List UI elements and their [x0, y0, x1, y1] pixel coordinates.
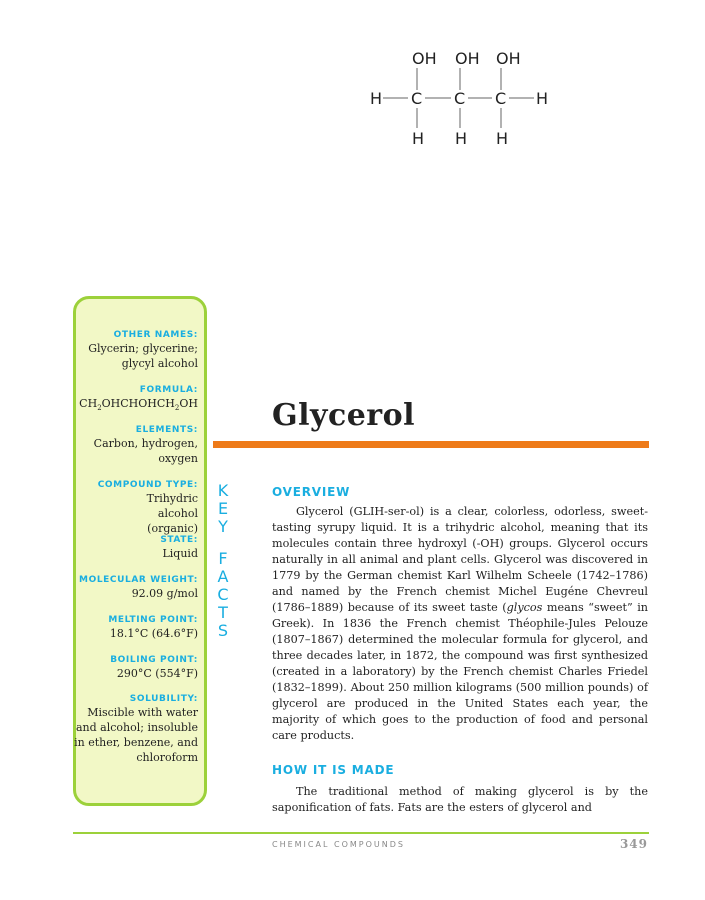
footer-divider [73, 832, 649, 834]
oh-group-1: OH [412, 49, 437, 68]
fact-label: MOLECULAR WEIGHT: [79, 575, 198, 585]
fact-value: Liquid [162, 547, 198, 560]
fact-value: 290°C (554°F) [116, 667, 198, 680]
fact-value: 92.09 g/mol [131, 587, 198, 600]
fact-state [70, 534, 198, 561]
carbon-3: C [495, 89, 507, 108]
fact-label: STATE: [160, 535, 198, 545]
fact-label: COMPOUND TYPE: [97, 480, 198, 490]
page-title: Glycerol [272, 398, 416, 433]
fact-label: ELEMENTS: [135, 425, 198, 435]
footer-section-name: CHEMICAL COMPOUNDS [272, 840, 405, 849]
structural-formula-diagram [360, 40, 560, 150]
glycerol-structure-svg [360, 40, 560, 150]
hydrogen-bottom-2: H [455, 129, 468, 148]
fact-label: OTHER NAMES: [113, 330, 198, 340]
fact-molecular-weight [70, 574, 198, 601]
overview-paragraph: Glycerol (GLIH-ser-ol) is a clear, colorless, odorless, sweet-tasting syrupy liquid. It is a trihydric alcohol, meaning that its molecules contain three hydroxyl (-OH) groups. Glycerol occurs naturally in all animal and plant cells. Glycerol was discovered in 1779 by the German chemist Karl Wilhelm Scheele (1742–1786) and named by the French chemist Michel Eugéne Chevreul (1786–1889) because of its sweet taste (glycos means “sweet” in Greek). In 1836 the French chemist Théophile-Jules Pelouze (1807–1867) determined the molecular formula for glycerol, and three decades later, in 1872, the compound was first synthesized (created in a laboratory) by the French chemist Charles Friedel (1832–1899). About 250 million kilograms (500 million pounds) of glycerol are produced in the United States each year, the majority of which goes to the production of food and personal care products. [272, 505, 648, 742]
title-divider [213, 441, 649, 448]
fact-label: FORMULA: [139, 385, 198, 395]
carbon-2: C [454, 89, 466, 108]
hydrogen-left: H [370, 89, 383, 108]
fact-label: MELTING POINT: [108, 615, 198, 625]
fact-value: Glycerin; glycerine; glycyl alcohol [88, 342, 198, 370]
page-number: 349 [619, 837, 648, 851]
fact-value: 18.1°C (64.6°F) [109, 627, 198, 640]
oh-group-2: OH [455, 49, 480, 68]
hydrogen-bottom-3: H [496, 129, 509, 148]
key-facts-vertical-title: K E Y F A C T S [217, 481, 229, 640]
fact-solubility [70, 693, 198, 765]
fact-label: BOILING POINT: [110, 655, 198, 665]
fact-elements [70, 424, 198, 466]
key-facts-box [73, 296, 207, 806]
fact-value-formula: $CH_2OHCHOHCH_2OH$ [79, 397, 198, 413]
how-made-paragraph: The traditional method of making glycerol is by the saponification of fats. Fats are the esters of glycerol and [272, 785, 648, 814]
hydrogen-right: H [536, 89, 549, 108]
fact-boiling-point [70, 654, 198, 681]
fact-label: SOLUBILITY: [129, 694, 198, 704]
carbon-1: C [411, 89, 423, 108]
oh-group-3: OH [496, 49, 521, 68]
fact-compound-type [70, 479, 198, 536]
fact-value: Trihydric alcohol (organic) [146, 492, 198, 535]
fact-value: Carbon, hydrogen, oxygen [93, 437, 198, 465]
fact-formula [70, 384, 198, 416]
section-heading-how-made: HOW IT IS MADE [272, 763, 395, 777]
hydrogen-bottom-1: H [412, 129, 425, 148]
section-heading-overview: OVERVIEW [272, 485, 351, 499]
fact-value: Miscible with water and alcohol; insoluble in ether, benzene, and chloroform [74, 706, 198, 764]
fact-melting-point [70, 614, 198, 641]
fact-other-names [70, 329, 198, 371]
